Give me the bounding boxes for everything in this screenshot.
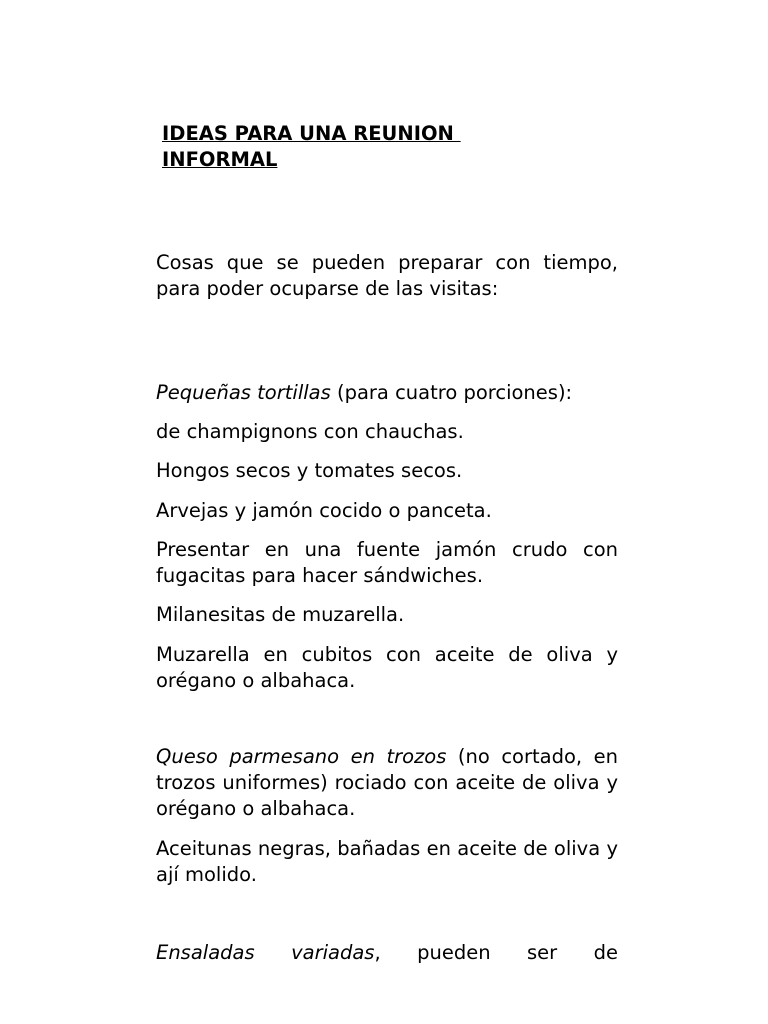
title-line-2: INFORMAL [162, 148, 278, 171]
item-hongos: Hongos secos y tomates secos. [156, 459, 463, 482]
title-line-1: IDEAS PARA UNA REUNION [162, 122, 461, 145]
item-presentar: Presentar en una fuente jamón crudo con fugacitas para hacer sándwiches. [156, 538, 618, 587]
tortillas-heading [156, 380, 618, 406]
intro-paragraph: Cosas que se pueden preparar con tiempo, para poder ocuparse de las visitas: [156, 251, 618, 300]
ensaladas-rest: , pueden ser de [374, 941, 619, 964]
queso-italic: Queso parmesano en trozos [156, 745, 447, 768]
tortillas-heading-italic: Pequeñas tortillas [156, 381, 331, 404]
document-title [162, 121, 522, 173]
ensaladas-paragraph [156, 940, 618, 966]
item-milanesitas: Milanesitas de muzarella. [156, 603, 405, 626]
tortillas-heading-rest: (para cuatro porciones): [330, 381, 573, 404]
ensaladas-italic: Ensaladas variadas [156, 941, 375, 964]
queso-paragraph [156, 744, 618, 822]
item-aceitunas: Aceitunas negras, bañadas en aceite de oliva y ají molido. [156, 837, 618, 886]
queso-rest: (no cortado, en trozos uniformes) rociado con aceite de oliva y orégano o albahaca. [156, 745, 618, 820]
item-arvejas: Arvejas y jamón cocido o panceta. [156, 499, 492, 522]
item-muzarella: Muzarella en cubitos con aceite de oliva y orégano o albahaca. [156, 643, 618, 692]
item-champignons: de champignons con chauchas. [156, 420, 464, 443]
